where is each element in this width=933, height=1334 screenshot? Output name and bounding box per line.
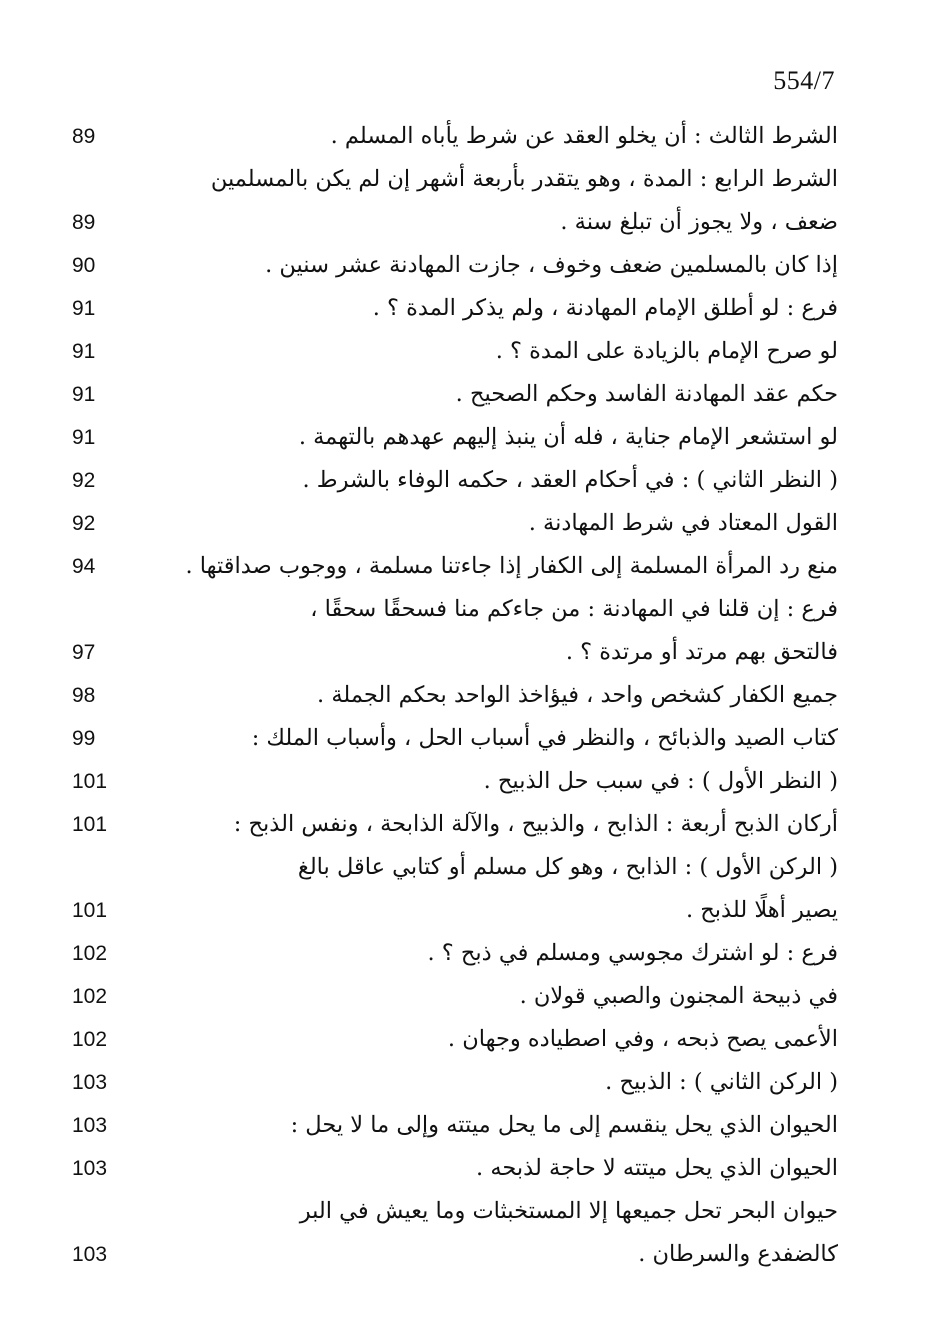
entry-page-number: 101: [72, 770, 108, 793]
entry-text: كتاب الصيد والذبائح ، والنظر في أسباب الحل ، وأسباب الملك :: [251, 725, 838, 751]
index-entry: [0, 1104, 933, 1147]
entry-text: القول المعتاد في شرط المهادنة .: [528, 510, 838, 536]
index-entry: [0, 158, 933, 201]
entry-page-number: 89: [72, 211, 96, 234]
entry-page-number: 99: [72, 727, 96, 750]
entry-page-number: 103: [72, 1243, 108, 1266]
entry-text: حكم عقد المهادنة الفاسد وحكم الصحيح .: [455, 381, 838, 407]
entry-page-number: 91: [72, 340, 96, 363]
index-entry: [0, 287, 933, 330]
entry-page-number: 90: [72, 254, 96, 277]
entry-text: ضعف ، ولا يجوز أن تبلغ سنة .: [560, 209, 838, 235]
entry-text: ( النظر الثاني ) : في أحكام العقد ، حكمه الوفاء بالشرط .: [302, 467, 838, 493]
index-entry: [0, 201, 933, 244]
index-entry: [0, 932, 933, 975]
index-entry: [0, 1018, 933, 1061]
entry-text: إذا كان بالمسلمين ضعف وخوف ، جازت المهادنة عشر سنين .: [265, 252, 838, 278]
index-entry: [0, 1061, 933, 1104]
entry-page-number: 103: [72, 1114, 108, 1137]
entry-text: في ذبيحة المجنون والصبي قولان .: [519, 983, 838, 1009]
entry-page-number: 101: [72, 813, 108, 836]
entry-text: فرع : لو اشترك مجوسي ومسلم في ذبح ؟ .: [427, 940, 838, 966]
entry-text: يصير أهلًا للذبح .: [685, 897, 838, 923]
index-entry: [0, 889, 933, 932]
entry-page-number: 92: [72, 512, 96, 535]
entry-text: فرع : إن قلنا في المهادنة : من جاءكم منا فسحقًا سحقًا ،: [310, 596, 838, 622]
entry-page-number: 97: [72, 641, 96, 664]
index-entry: [0, 846, 933, 889]
entry-text: الأعمى يصح ذبحه ، وفي اصطياده وجهان .: [447, 1026, 838, 1052]
index-entry: [0, 244, 933, 287]
index-entry: [0, 373, 933, 416]
entry-text: الحيوان الذي يحل ميتته لا حاجة لذبحه .: [476, 1155, 838, 1181]
entry-text: لو استشعر الإمام جناية ، فله أن ينبذ إليهم عهدهم بالتهمة .: [298, 424, 838, 450]
index-entry: [0, 115, 933, 158]
entry-text: الشرط الرابع : المدة ، وهو يتقدر بأربعة أشهر إن لم يكن بالمسلمين: [210, 166, 838, 192]
entry-text: الشرط الثالث : أن يخلو العقد عن شرط يأباه المسلم .: [330, 123, 838, 149]
page-number: 554/7: [773, 66, 835, 95]
index-entry: [0, 588, 933, 631]
entry-page-number: 101: [72, 899, 108, 922]
index-entry: [0, 545, 933, 588]
index-entry: [0, 416, 933, 459]
entry-page-number: 98: [72, 684, 96, 707]
index-entry: [0, 674, 933, 717]
entry-page-number: 102: [72, 942, 108, 965]
index-entry: [0, 803, 933, 846]
entry-page-number: 92: [72, 469, 96, 492]
index-entry: [0, 717, 933, 760]
entry-page-number: 103: [72, 1071, 108, 1094]
entry-text: فالتحق بهم مرتد أو مرتدة ؟ .: [565, 639, 838, 665]
entry-page-number: 91: [72, 426, 96, 449]
entry-text: ( الركن الأول ) : الذابح ، وهو كل مسلم أو كتابي عاقل بالغ: [297, 854, 838, 880]
index-entry: [0, 1233, 933, 1276]
entry-page-number: 89: [72, 125, 96, 148]
entry-text: أركان الذبح أربعة : الذابح ، والذبيح ، والآلة الذابحة ، ونفس الذبح :: [233, 811, 838, 837]
index-entry: [0, 1190, 933, 1233]
entry-text: الحيوان الذي يحل ينقسم إلى ما يحل ميتته وإلى ما لا يحل :: [290, 1112, 838, 1138]
entry-text: فرع : لو أطلق الإمام المهادنة ، ولم يذكر المدة ؟ .: [372, 295, 838, 321]
entry-page-number: 94: [72, 555, 96, 578]
entry-page-number: 103: [72, 1157, 108, 1180]
index-entry: [0, 459, 933, 502]
entry-text: منع رد المرأة المسلمة إلى الكفار إذا جاءتنا مسلمة ، ووجوب صداقتها .: [185, 553, 838, 579]
entry-text: لو صرح الإمام بالزيادة على المدة ؟ .: [495, 338, 838, 364]
entry-text: ( الركن الثاني ) : الذبيح .: [605, 1069, 838, 1095]
entry-text: جميع الكفار كشخص واحد ، فيؤاخذ الواحد بحكم الجملة .: [317, 682, 838, 708]
index-entry: [0, 631, 933, 674]
index-entry: [0, 1147, 933, 1190]
entry-text: ( النظر الأول ) : في سبب حل الذبيح .: [483, 768, 838, 794]
index-entry: [0, 760, 933, 803]
entry-text: حيوان البحر تحل جميعها إلا المستخبثات وما يعيش في البر: [299, 1198, 838, 1224]
entry-text: كالضفدع والسرطان .: [638, 1241, 838, 1267]
entry-page-number: 91: [72, 383, 96, 406]
entry-page-number: 102: [72, 985, 108, 1008]
index-entry: [0, 330, 933, 373]
entry-page-number: 91: [72, 297, 96, 320]
index-entry: [0, 502, 933, 545]
entry-page-number: 102: [72, 1028, 108, 1051]
index-entry: [0, 975, 933, 1018]
